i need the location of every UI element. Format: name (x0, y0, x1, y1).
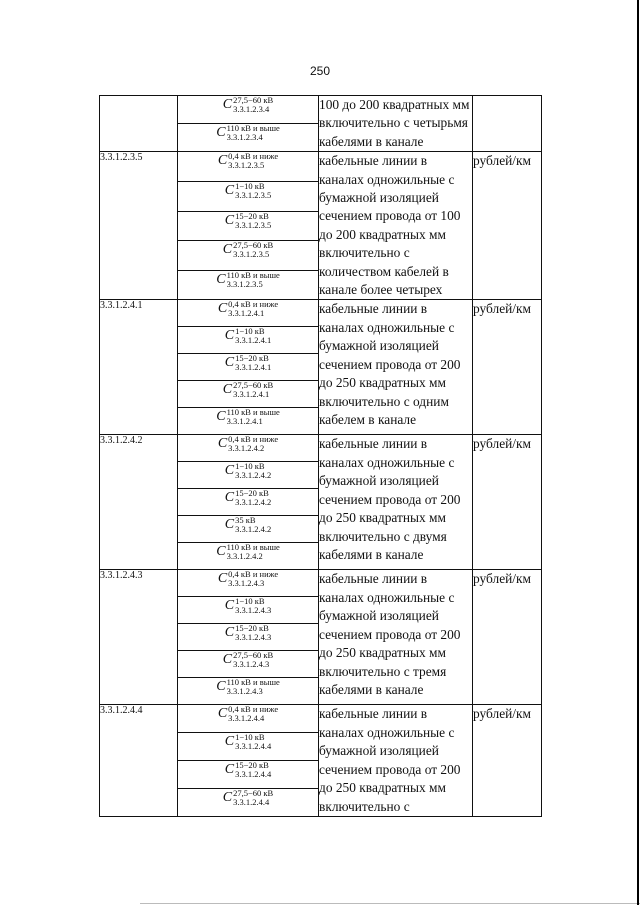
voltage-class: 15−20 кВ (235, 353, 269, 364)
rate-symbol (178, 516, 319, 543)
symbol-index: 3.3.1.2.4.4 (235, 769, 272, 780)
symbol-index: 3.3.1.2.3.4 (226, 132, 263, 143)
item-unit: рублей/км (473, 300, 542, 435)
symbol-letter: C (224, 598, 235, 614)
tariff-table (99, 95, 542, 817)
item-code: 3.3.1.2.3.5 (100, 152, 178, 300)
symbol-index: 3.3.1.2.4.2 (226, 551, 263, 562)
rate-symbol (178, 354, 319, 381)
rate-symbol (178, 462, 319, 489)
rate-symbol (178, 211, 319, 241)
rate-symbol (178, 789, 319, 817)
symbol-index: 3.3.1.2.3.5 (235, 189, 272, 200)
voltage-class: 1−10 кВ (235, 326, 265, 337)
symbol-index: 3.3.1.2.4.3 (235, 632, 272, 643)
rate-symbol (178, 705, 319, 733)
symbol-letter: C (224, 517, 235, 533)
rate-symbol (178, 408, 319, 435)
symbol-index: 3.3.1.2.4.2 (235, 497, 272, 508)
page-number: 250 (309, 64, 331, 78)
voltage-class: 110 кВ и выше (226, 542, 280, 553)
item-unit: рублей/км (473, 152, 542, 300)
symbol-letter: C (217, 153, 228, 169)
table-row (100, 96, 542, 124)
symbol-index: 3.3.1.2.3.5 (226, 278, 263, 289)
rate-symbol (178, 435, 319, 462)
symbol-index: 3.3.1.2.4.1 (235, 335, 272, 346)
rate-symbol (178, 543, 319, 570)
symbol-letter: C (224, 212, 235, 228)
voltage-class: 27,5−60 кВ (233, 380, 274, 391)
voltage-class: 1−10 кВ (235, 180, 265, 191)
symbol-index: 3.3.1.2.4.1 (235, 362, 272, 373)
symbol-letter: C (224, 463, 235, 479)
item-code: 3.3.1.2.4.4 (100, 705, 178, 816)
voltage-class: 110 кВ и выше (226, 407, 280, 418)
rate-symbol (178, 624, 319, 651)
symbol-letter: C (216, 271, 226, 287)
symbol-letter: C (216, 125, 226, 141)
item-code (100, 96, 178, 152)
symbol-index: 3.3.1.2.4.2 (228, 443, 265, 454)
rate-symbol (178, 241, 319, 271)
voltage-class: 0,4 кВ и ниже (228, 151, 279, 162)
item-unit: рублей/км (473, 705, 542, 816)
item-unit: рублей/км (473, 570, 542, 705)
item-description: кабельные линии в каналах одножильные с бумажной изоляцией сечением провода от 200 до 250 квадратных мм включительно с (319, 705, 473, 816)
symbol-index: 3.3.1.2.4.3 (228, 578, 265, 589)
symbol-index: 3.3.1.2.4.2 (235, 470, 272, 481)
item-description: 100 до 200 квадратных мм включительно с четырьмя кабелями в канале (319, 96, 473, 152)
rate-symbol (178, 327, 319, 354)
item-description: кабельные линии в каналах одножильные с бумажной изоляцией сечением провода от 100 до 200 квадратных мм включительно с количеством кабелей в канале более четырех (319, 152, 473, 300)
symbol-letter: C (224, 355, 235, 371)
symbol-letter: C (224, 734, 235, 750)
voltage-class: 0,4 кВ и ниже (228, 569, 279, 580)
symbol-index: 3.3.1.2.4.4 (233, 797, 270, 808)
table-row (100, 570, 542, 597)
voltage-class: 110 кВ и выше (226, 123, 280, 134)
item-description: кабельные линии в каналах одножильные с бумажной изоляцией сечением провода от 200 до 250 квадратных мм включительно с тремя кабелями в канале (319, 570, 473, 705)
rate-symbol (178, 381, 319, 408)
rate-symbol (178, 124, 319, 152)
symbol-letter: C (224, 625, 235, 641)
table-row (100, 435, 542, 462)
tariff-table-body (100, 96, 542, 817)
symbol-index: 3.3.1.2.3.5 (233, 249, 270, 260)
voltage-class: 27,5−60 кВ (233, 650, 274, 661)
rate-symbol (178, 181, 319, 211)
item-description: кабельные линии в каналах одножильные с бумажной изоляцией сечением провода от 200 до 250 квадратных мм включительно с двумя кабелями в канале (319, 435, 473, 570)
rate-symbol (178, 570, 319, 597)
symbol-letter: C (216, 409, 226, 425)
rate-symbol (178, 761, 319, 789)
voltage-class: 0,4 кВ и ниже (228, 704, 279, 715)
item-unit (473, 96, 542, 152)
symbol-index: 3.3.1.2.4.4 (235, 741, 272, 752)
item-code: 3.3.1.2.4.3 (100, 570, 178, 705)
table-row (100, 705, 542, 733)
symbol-letter: C (216, 679, 226, 695)
item-code: 3.3.1.2.4.2 (100, 435, 178, 570)
symbol-letter: C (224, 328, 235, 344)
symbol-letter: C (217, 436, 228, 452)
rate-symbol (178, 733, 319, 761)
rate-symbol (178, 270, 319, 300)
symbol-letter: C (224, 762, 235, 778)
symbol-letter: C (217, 571, 228, 587)
voltage-class: 35 кВ (235, 515, 256, 526)
voltage-class: 15−20 кВ (235, 623, 269, 634)
symbol-index: 3.3.1.2.4.1 (226, 416, 263, 427)
symbol-index: 3.3.1.2.4.4 (228, 713, 265, 724)
rate-symbol (178, 152, 319, 182)
table-row (100, 152, 542, 182)
symbol-letter: C (224, 490, 235, 506)
symbol-index: 3.3.1.2.4.3 (226, 686, 263, 697)
voltage-class: 27,5−60 кВ (233, 95, 274, 105)
item-unit: рублей/км (473, 435, 542, 570)
symbol-index: 3.3.1.2.4.1 (228, 308, 265, 319)
symbol-index: 3.3.1.2.4.2 (235, 524, 272, 535)
rate-symbol (178, 597, 319, 624)
voltage-class: 1−10 кВ (235, 461, 265, 472)
voltage-class: 1−10 кВ (235, 732, 265, 743)
symbol-letter: C (222, 242, 233, 258)
table-row (100, 300, 542, 327)
symbol-index: 3.3.1.2.3.4 (233, 104, 270, 114)
voltage-class: 15−20 кВ (235, 760, 269, 771)
voltage-class: 110 кВ и выше (226, 677, 280, 688)
rate-symbol (178, 678, 319, 705)
voltage-class: 110 кВ и выше (226, 269, 280, 280)
voltage-class: 15−20 кВ (235, 488, 269, 499)
symbol-letter: C (222, 97, 233, 112)
rate-symbol (178, 96, 319, 124)
item-code: 3.3.1.2.4.1 (100, 300, 178, 435)
voltage-class: 27,5−60 кВ (233, 240, 274, 251)
item-description: кабельные линии в каналах одножильные с бумажной изоляцией сечением провода от 200 до 250 квадратных мм включительно с одним кабелем в канале (319, 300, 473, 435)
symbol-letter: C (217, 301, 228, 317)
symbol-index: 3.3.1.2.4.3 (235, 605, 272, 616)
symbol-index: 3.3.1.2.3.5 (235, 219, 272, 230)
voltage-class: 0,4 кВ и ниже (228, 434, 279, 445)
symbol-letter: C (224, 182, 235, 198)
symbol-letter: C (217, 706, 228, 722)
rate-symbol (178, 489, 319, 516)
symbol-index: 3.3.1.2.3.5 (228, 160, 265, 171)
rate-symbol (178, 300, 319, 327)
rate-symbol (178, 651, 319, 678)
voltage-class: 15−20 кВ (235, 210, 269, 221)
symbol-letter: C (222, 652, 233, 668)
symbol-letter: C (216, 544, 226, 560)
scan-edge-right (637, 0, 639, 905)
voltage-class: 1−10 кВ (235, 596, 265, 607)
symbol-letter: C (222, 790, 233, 806)
scan-edge-bottom (140, 903, 640, 904)
voltage-class: 0,4 кВ и ниже (228, 299, 279, 310)
voltage-class: 27,5−60 кВ (233, 788, 274, 799)
symbol-index: 3.3.1.2.4.1 (233, 389, 270, 400)
symbol-index: 3.3.1.2.4.3 (233, 659, 270, 670)
symbol-letter: C (222, 382, 233, 398)
